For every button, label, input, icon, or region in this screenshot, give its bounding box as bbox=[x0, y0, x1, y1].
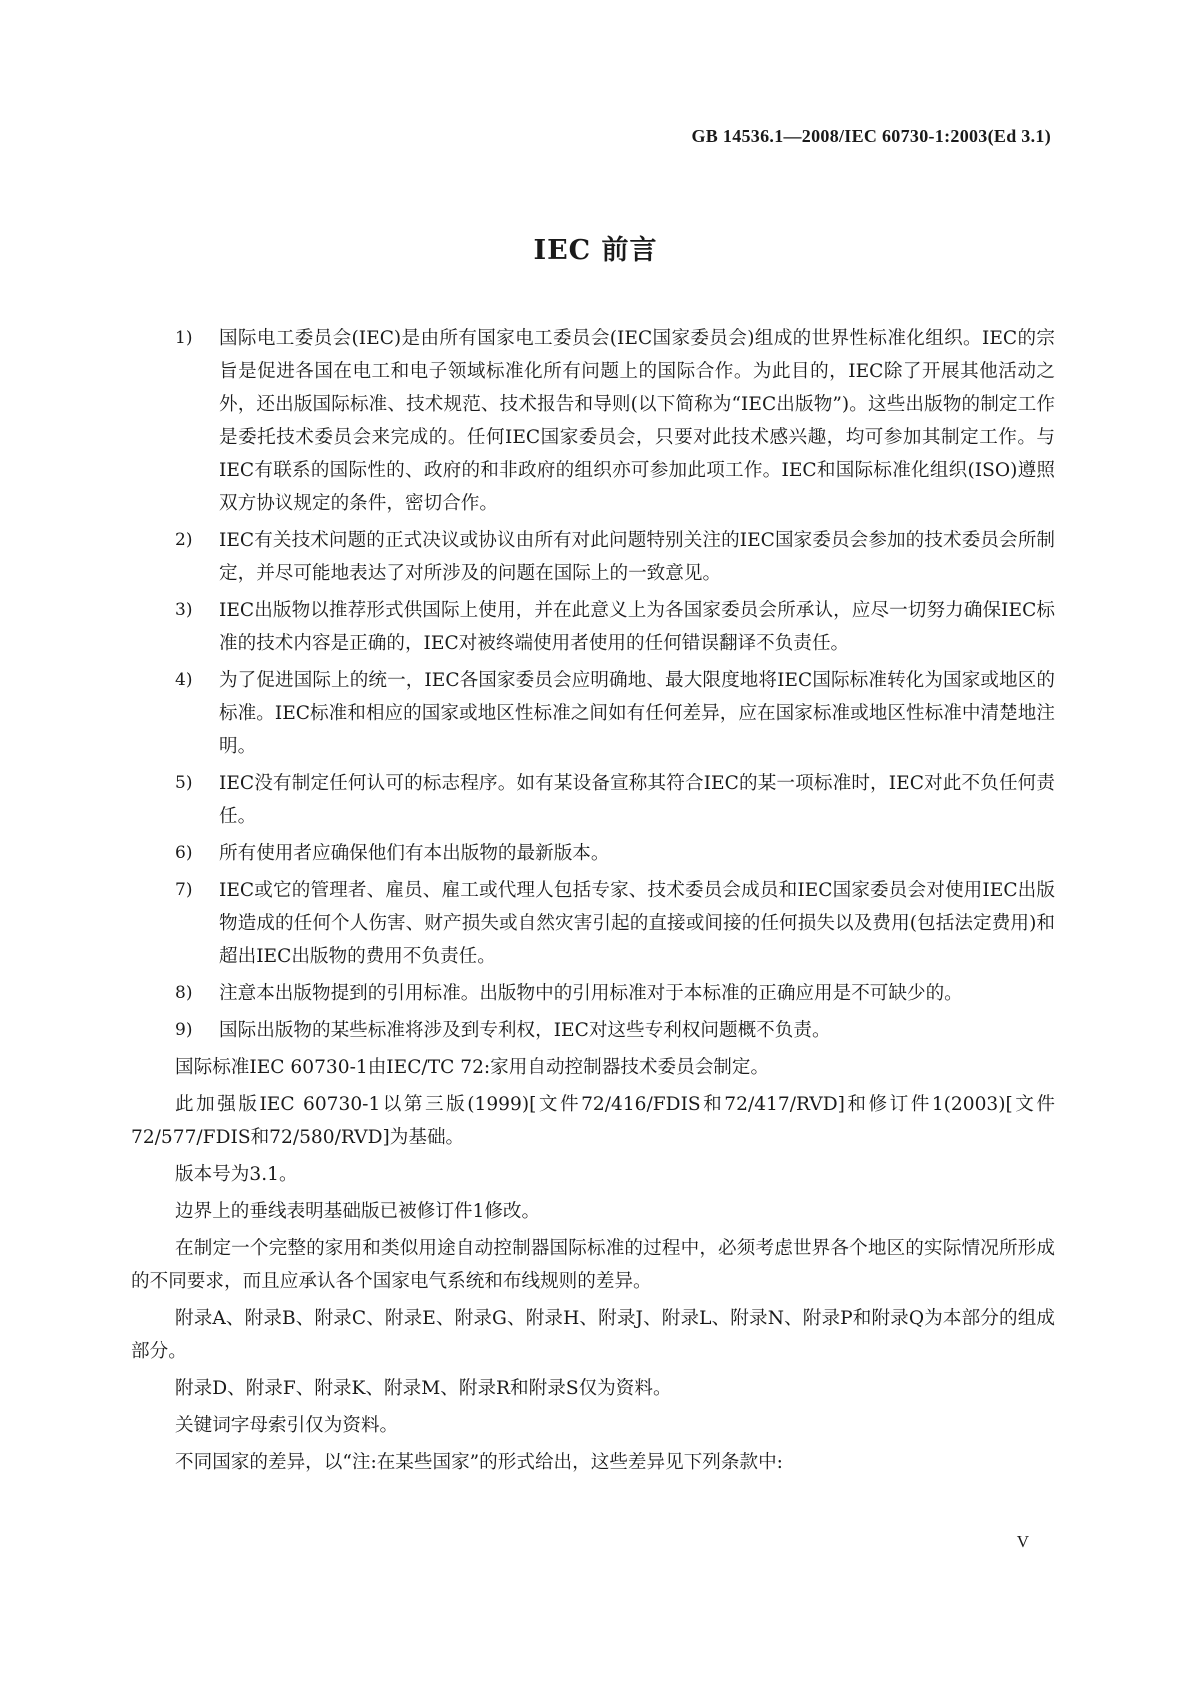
list-item bbox=[175, 524, 1055, 590]
list-item bbox=[175, 977, 1055, 1010]
list-item bbox=[175, 837, 1055, 870]
paragraph: 附录A、附录B、附录C、附录E、附录G、附录H、附录J、附录L、附录N、附录P和附录Q为本部分的组成部分。 bbox=[131, 1308, 1055, 1362]
page-title: IEC 前言 bbox=[533, 235, 658, 266]
list-item-number: 1) bbox=[175, 328, 193, 348]
paragraph: 在制定一个完整的家用和类似用途自动控制器国际标准的过程中，必须考虑世界各个地区的实际情况所形成的不同要求，而且应承认各个国家电气系统和布线规则的差异。 bbox=[131, 1238, 1055, 1292]
list-item-text: 国际电工委员会(IEC)是由所有国家电工委员会(IEC国家委员会)组成的世界性标准化组织。IEC的宗旨是促进各国在电工和电子领域标准化所有问题上的国际合作。为此目的，IEC除了开展其他活动之外，还出版国际标准、技术规范、技术报告和导则(以下简称为“IEC出版物”)。这些出版物的制定工作是委托技术委员会来完成的。任何IEC国家委员会，只要对此技术感兴趣，均可参加其制定工作。与IEC有联系的国际性的、政府的和非政府的组织亦可参加此项工作。IEC和国际标准化组织(ISO)遵照双方协议规定的条件，密切合作。 bbox=[219, 328, 1055, 514]
list-item bbox=[175, 1014, 1055, 1047]
paragraph: 此加强版IEC 60730-1以第三版(1999)[文件72/416/FDIS和72/417/RVD]和修订件1(2003)[文件72/577/FDIS和72/580/RVD]为基础。 bbox=[131, 1094, 1055, 1148]
list-item-number: 7) bbox=[175, 880, 193, 900]
list-item-number: 9) bbox=[175, 1020, 193, 1040]
paragraph: 附录D、附录F、附录K、附录M、附录R和附录S仅为资料。 bbox=[175, 1378, 672, 1399]
paragraph: 边界上的垂线表明基础版已被修订件1修改。 bbox=[175, 1201, 541, 1222]
list-item-number: 5) bbox=[175, 773, 193, 793]
list-item-number: 6) bbox=[175, 843, 193, 863]
list-item-text: IEC或它的管理者、雇员、雇工或代理人包括专家、技术委员会成员和IEC国家委员会对使用IEC出版物造成的任何个人伤害、财产损失或自然灾害引起的直接或间接的任何损失以及费用(包括法定费用)和超出IEC出版物的费用不负责任。 bbox=[219, 880, 1055, 967]
list-item bbox=[175, 874, 1055, 973]
list-item-text: IEC有关技术问题的正式决议或协议由所有对此问题特别关注的IEC国家委员会参加的技术委员会所制定，并尽可能地表达了对所涉及的问题在国际上的一致意见。 bbox=[219, 530, 1055, 584]
list-item-number: 2) bbox=[175, 530, 193, 550]
foreword-content bbox=[131, 322, 1055, 1483]
list-item-number: 4) bbox=[175, 670, 193, 690]
list-item bbox=[175, 594, 1055, 660]
standard-code-header: GB 14536.1—2008/IEC 60730-1:2003(Ed 3.1) bbox=[691, 126, 1051, 146]
list-item-text: IEC没有制定任何认可的标志程序。如有某设备宣称其符合IEC的某一项标准时，IEC对此不负任何责任。 bbox=[219, 773, 1055, 827]
paragraph: 版本号为3.1。 bbox=[175, 1164, 298, 1185]
list-item bbox=[175, 664, 1055, 763]
list-item-number: 3) bbox=[175, 600, 193, 620]
list-item bbox=[175, 767, 1055, 833]
list-item-text: 所有使用者应确保他们有本出版物的最新版本。 bbox=[219, 843, 610, 864]
page-number: V bbox=[1016, 1532, 1029, 1551]
paragraph: 不同国家的差异，以“注:在某些国家”的形式给出，这些差异见下列条款中: bbox=[175, 1452, 783, 1473]
paragraph: 国际标准IEC 60730-1由IEC/TC 72:家用自动控制器技术委员会制定。 bbox=[175, 1057, 770, 1078]
list-item-text: IEC出版物以推荐形式供国际上使用，并在此意义上为各国家委员会所承认，应尽一切努力确保IEC标准的技术内容是正确的，IEC对被终端使用者使用的任何错误翻译不负责任。 bbox=[219, 600, 1055, 654]
list-item-text: 注意本出版物提到的引用标准。出版物中的引用标准对于本标准的正确应用是不可缺少的。 bbox=[219, 983, 963, 1004]
list-item-text: 为了促进国际上的统一，IEC各国家委员会应明确地、最大限度地将IEC国际标准转化为国家或地区的标准。IEC标准和相应的国家或地区性标准之间如有任何差异，应在国家标准或地区性标准中清楚地注明。 bbox=[219, 670, 1055, 757]
paragraph: 关键词字母索引仅为资料。 bbox=[175, 1415, 399, 1436]
list-item-number: 8) bbox=[175, 983, 193, 1003]
list-item-text: 国际出版物的某些标准将涉及到专利权，IEC对这些专利权问题概不负责。 bbox=[219, 1020, 831, 1041]
list-item bbox=[175, 322, 1055, 520]
